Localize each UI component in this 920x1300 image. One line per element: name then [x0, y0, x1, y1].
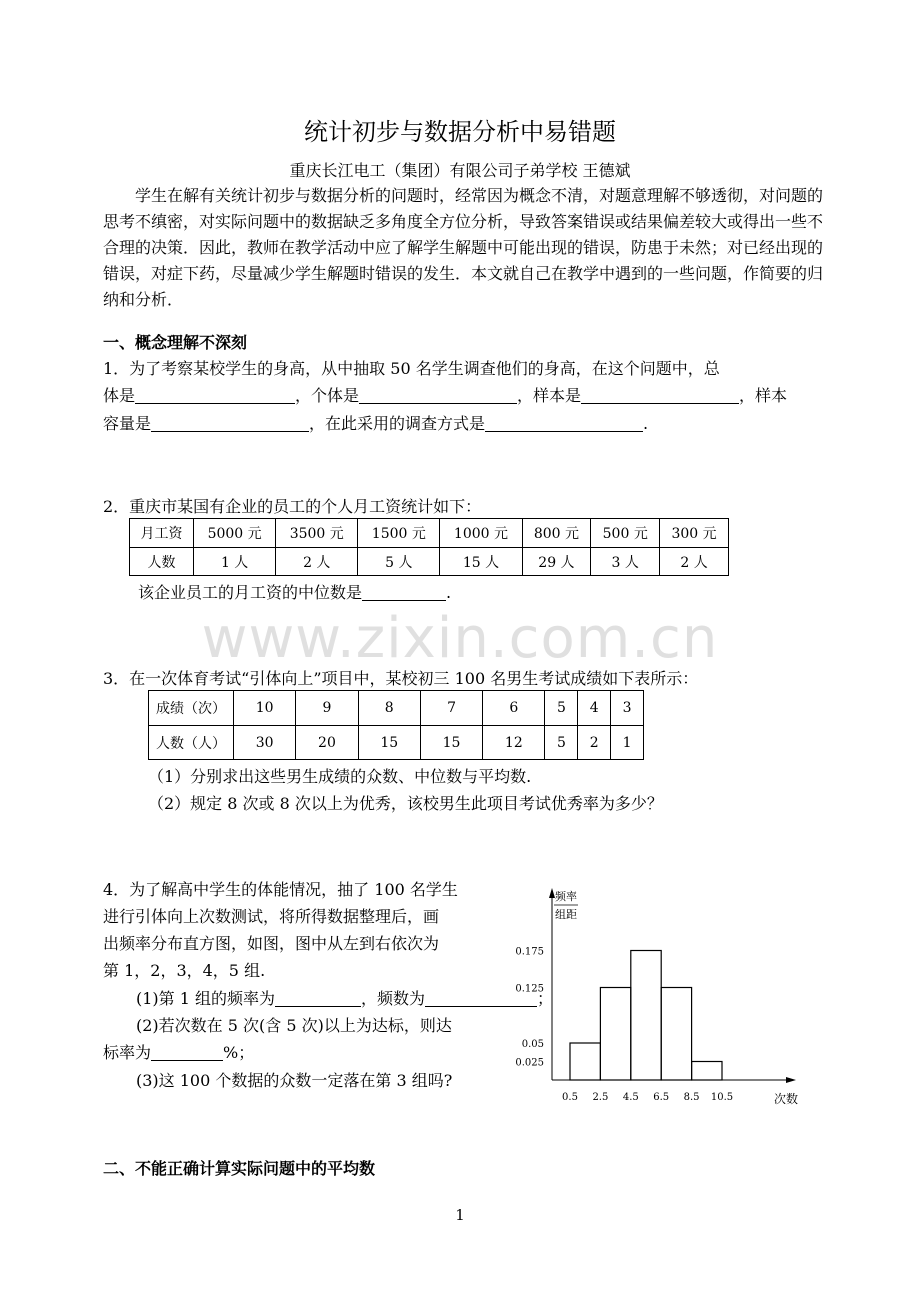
answer-blank[interactable]	[581, 387, 739, 404]
table-cell: 5000 元	[194, 519, 276, 548]
answer-blank[interactable]	[362, 584, 446, 601]
author-line: 重庆长江电工（集团）有限公司子弟学校 王德斌	[289, 161, 631, 180]
table-cell: 800 元	[522, 519, 591, 548]
q1-text: .	[643, 414, 649, 433]
table-cell: 1500 元	[358, 519, 440, 548]
table-cell: 12	[483, 726, 545, 760]
histogram-bar	[692, 1062, 722, 1081]
q3-subquestion-2: （2）规定 8 次或 8 次以上为优秀，该校男生此项目考试优秀率为多少？	[148, 794, 663, 813]
y-tick-label: 0.025	[515, 1057, 544, 1069]
table-cell: 500 元	[591, 519, 660, 548]
table-cell: 29 人	[522, 548, 591, 576]
table-cell: 1 人	[194, 548, 276, 576]
q2-intro: 2．重庆市某国有企业的员工的个人月工资统计如下：	[103, 497, 482, 516]
table-cell: 6	[483, 691, 545, 726]
q4-line1: 4．为了解高中学生的体能情况，抽了 100 名学生	[103, 880, 458, 899]
table-cell: 2 人	[660, 548, 729, 576]
answer-blank[interactable]	[135, 387, 295, 404]
q1-line2	[103, 383, 787, 406]
table-cell: 8	[358, 691, 420, 726]
table-row	[149, 726, 644, 760]
table-row	[149, 691, 644, 726]
table-cell: 15	[420, 726, 482, 760]
table-row	[130, 519, 729, 548]
x-tick-label: 0.5	[562, 1092, 578, 1103]
x-tick-label: 4.5	[622, 1092, 639, 1103]
salary-table	[129, 518, 729, 576]
table-cell: 15 人	[440, 548, 522, 576]
table-cell: 3500 元	[276, 519, 358, 548]
x-tick-label: 8.5	[683, 1092, 700, 1103]
q4-text: ；	[537, 989, 554, 1008]
page-title: 统计初步与数据分析中易错题	[304, 118, 616, 146]
answer-blank[interactable]	[485, 415, 643, 432]
x-tick-label: 2.5	[592, 1092, 609, 1103]
table-cell: 人数（人）	[149, 726, 234, 760]
histogram-bar	[600, 988, 630, 1081]
q1-text: 体是	[103, 386, 136, 405]
q4-line3: 出频率分布直方图，如图，图中从左到右依次为	[103, 934, 440, 953]
answer-blank[interactable]	[359, 387, 517, 404]
q4-part1	[136, 983, 554, 1009]
table-cell: 成绩（次）	[149, 691, 234, 726]
q1-line3	[103, 411, 648, 434]
table-cell: 1	[611, 726, 644, 760]
page-number: 1	[455, 1206, 465, 1224]
answer-blank[interactable]	[151, 415, 309, 432]
table-row	[130, 548, 729, 576]
table-cell: 3 人	[591, 548, 660, 576]
frequency-histogram	[500, 878, 820, 1118]
histogram-bar	[631, 951, 661, 1081]
watermark: www.zixin.com.cn	[201, 606, 719, 671]
table-cell: 9	[296, 691, 358, 726]
table-cell: 300 元	[660, 519, 729, 548]
table-cell: 15	[358, 726, 420, 760]
table-cell: 5	[545, 726, 578, 760]
table-cell: 人数	[130, 548, 194, 576]
histogram-bar	[570, 1043, 600, 1080]
x-tick-label: 6.5	[653, 1092, 670, 1103]
q4-line4: 第 1，2，3，4，5 组.	[103, 961, 266, 980]
table-cell: 7	[420, 691, 482, 726]
q2-text: 该企业员工的月工资的中位数是	[138, 583, 363, 602]
answer-blank[interactable]	[275, 990, 361, 1007]
q4-line2: 进行引体向上次数测试，将所得数据整理后，画	[103, 907, 440, 926]
section-heading-2: 二、不能正确计算实际问题中的平均数	[103, 1159, 376, 1178]
x-tick-label: 10.5	[710, 1092, 734, 1103]
q3-intro: 3．在一次体育考试“引体向上”项目中，某校初三 100 名男生考试成绩如下表所示：	[103, 669, 699, 688]
y-axis-label-bottom: 组距	[555, 908, 577, 921]
q4-part3: (3)这 100 个数据的众数一定落在第 3 组吗?	[136, 1071, 453, 1090]
y-tick-label: 0.125	[515, 983, 544, 995]
q1-text: ，样本是	[517, 386, 582, 405]
q1-line1: 1．为了考察某校学生的身高，从中抽取 50 名学生调查他们的身高，在这个问题中，总	[103, 359, 720, 378]
table-cell: 10	[234, 691, 296, 726]
table-cell: 5	[545, 691, 578, 726]
table-cell: 5 人	[358, 548, 440, 576]
intro-paragraph: 学生在解有关统计初步与数据分析的问题时，经常因为概念不清，对题意理解不够透彻，对问题的思考不缜密，对实际问题中的数据缺乏多角度全方位分析，导致答案错误或结果偏差较大或得出一些不合理的决策．因此，教师在教学活动中应了解学生解题中可能出现的错误，防患于未然；对已经出现的错误，对症下药，尽量减少学生解题时错误的发生．本文就自己在教学中遇到的一些问题，作简要的归纳和分析．	[103, 186, 824, 309]
section-heading-1: 一、概念理解不深刻	[103, 333, 248, 352]
table-cell: 20	[296, 726, 358, 760]
score-table	[148, 690, 644, 760]
q4-text: ，频数为	[361, 989, 426, 1008]
x-axis-label: 次数	[774, 1092, 799, 1106]
q2-question	[138, 580, 451, 603]
table-cell: 1000 元	[440, 519, 522, 548]
q1-text: ，在此采用的调查方式是	[309, 414, 486, 433]
q4-part2b	[103, 1040, 254, 1063]
table-cell: 月工资	[130, 519, 194, 548]
q1-text: ，样本	[739, 386, 788, 405]
q4-text: 标率为	[103, 1043, 152, 1062]
y-tick-label: 0.175	[515, 946, 544, 958]
q4-text: (1)第 1 组的频率为	[136, 989, 276, 1008]
table-cell: 2	[578, 726, 611, 760]
q1-text: ，个体是	[295, 386, 360, 405]
x-axis-arrow-icon	[786, 1077, 796, 1083]
q3-subquestion-1: （1）分别求出这些男生成绩的众数、中位数与平均数.	[148, 767, 532, 786]
y-axis-label-top: 频率	[555, 890, 577, 903]
q4-part2a: (2)若次数在 5 次(含 5 次)以上为达标，则达	[136, 1016, 452, 1035]
q1-text: 容量是	[103, 414, 152, 433]
table-cell: 3	[611, 691, 644, 726]
table-cell: 4	[578, 691, 611, 726]
histogram-bar	[661, 988, 691, 1081]
q4-text: %；	[223, 1043, 255, 1062]
answer-blank[interactable]	[151, 1044, 223, 1061]
q2-text: .	[446, 583, 452, 602]
y-tick-label: 0.05	[521, 1039, 544, 1050]
table-cell: 30	[234, 726, 296, 760]
table-cell: 2 人	[276, 548, 358, 576]
